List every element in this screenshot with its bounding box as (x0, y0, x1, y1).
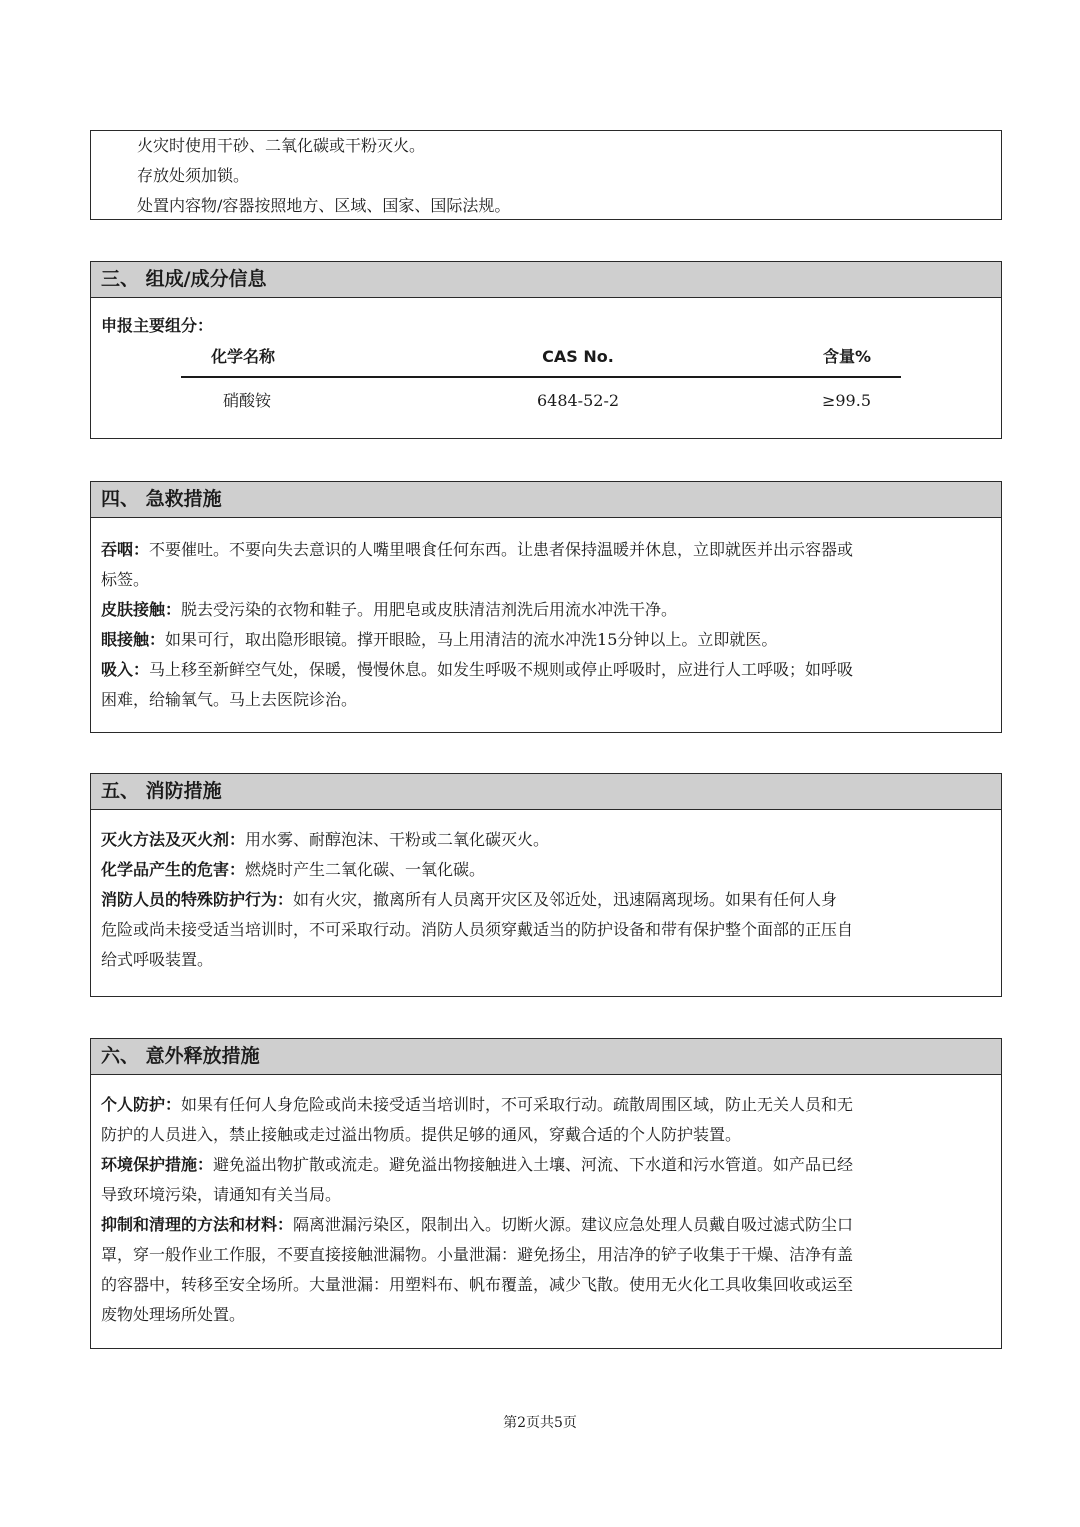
item-label: 吞咽： (101, 540, 150, 559)
item-text-cont: 废物处理场所处置。 (101, 1305, 246, 1324)
firefighting-item (101, 885, 991, 915)
section-title: 五、 消防措施 (91, 774, 1001, 810)
item-text-cont: 罩，穿一般作业工作服，不要直接接触泄漏物。小量泄漏：避免扬尘，用洁净的铲子收集于干燥、洁净有盖 (101, 1245, 854, 1264)
text-line: 火灾时使用干砂、二氧化碳或干粉灭火。 (137, 136, 426, 155)
item-text: 脱去受污染的衣物和鞋子。用肥皂或皮肤清洁剂洗后用流水冲洗干净。 (181, 600, 678, 619)
item-text: 马上移至新鲜空气处，保暖，慢慢休息。如发生呼吸不规则或停止呼吸时，应进行人工呼吸；如呼吸 (149, 660, 854, 679)
cell-chemical-name: 硝酸铵 (223, 391, 272, 410)
release-item (101, 1090, 991, 1120)
item-label: 环境保护措施： (101, 1155, 214, 1174)
item-label: 眼接触： (101, 630, 166, 649)
first-aid-item (101, 655, 991, 685)
item-text: 如有火灾，撤离所有人员离开灾区及邻近处，迅速隔离现场。如果有任何人身 (293, 890, 838, 909)
composition-table (181, 338, 901, 424)
item-text-cont: 导致环境污染，请通知有关当局。 (101, 1185, 342, 1204)
item-text: 如果有任何人身危险或尚未接受适当培训时，不可采取行动。疏散周围区域，防止无关人员和无 (181, 1095, 854, 1114)
first-aid-item (101, 625, 991, 655)
item-text-cont: 的容器中，转移至安全场所。大量泄漏：用塑料布、帆布覆盖，减少飞散。使用无火化工具收集回收或运至 (101, 1275, 854, 1294)
section-accidental-release (90, 1038, 1002, 1349)
section-composition (90, 261, 1002, 439)
item-text: 不要催吐。不要向失去意识的人嘴里喂食任何东西。让患者保持温暖并休息，立即就医并出示容器或 (149, 540, 854, 559)
item-label: 皮肤接触： (101, 600, 182, 619)
text-line: 存放处须加锁。 (137, 166, 250, 185)
section-title: 三、 组成/成分信息 (91, 262, 1001, 298)
release-item (101, 1150, 991, 1180)
item-text: 避免溢出物扩散或流走。避免溢出物接触进入土壤、河流、下水道和污水管道。如产品已经 (213, 1155, 854, 1174)
item-label: 化学品产生的危害： (101, 860, 246, 879)
section-title: 四、 急救措施 (91, 482, 1001, 518)
item-text-cont: 困难，给输氧气。马上去医院诊治。 (101, 690, 358, 709)
item-text: 燃烧时产生二氧化碳、一氧化碳。 (245, 860, 486, 879)
item-label: 抑制和清理的方法和材料： (101, 1215, 294, 1234)
section-continuation (90, 130, 1002, 220)
page-number: 第2页共5页 (503, 1415, 577, 1431)
item-text-cont: 标签。 (101, 570, 150, 589)
first-aid-item (101, 535, 991, 565)
item-label: 个人防护： (101, 1095, 182, 1114)
section-first-aid (90, 481, 1002, 733)
composition-subhead: 申报主要组分： (101, 316, 214, 335)
col-cas-no: CAS No. (452, 338, 704, 377)
item-label: 消防人员的特殊防护行为： (101, 890, 294, 909)
first-aid-item (101, 595, 991, 625)
text-line: 处置内容物/容器按照地方、区域、国家、国际法规。 (137, 196, 511, 215)
item-label: 吸入： (101, 660, 150, 679)
item-text-cont: 危险或尚未接受适当培训时，不可采取行动。消防人员须穿戴适当的防护设备和带有保护整个面部的正压自 (101, 920, 854, 939)
release-item (101, 1210, 991, 1240)
firefighting-item (101, 855, 991, 885)
item-text-cont: 给式呼吸装置。 (101, 950, 214, 969)
table-header-row (181, 338, 901, 377)
cell-cas-no: 6484-52-2 (536, 391, 620, 410)
item-label: 灭火方法及灭火剂： (101, 830, 246, 849)
firefighting-item (101, 825, 991, 855)
col-chemical-name: 化学名称 (181, 338, 452, 377)
item-text-cont: 防护的人员进入，禁止接触或走过溢出物质。提供足够的通风，穿戴合适的个人防护装置。 (101, 1125, 742, 1144)
item-text: 如果可行，取出隐形眼镜。撑开眼睑，马上用清洁的流水冲洗15分钟以上。立即就医。 (165, 630, 778, 649)
item-text: 隔离泄漏污染区，限制出入。切断火源。建议应急处理人员戴自吸过滤式防尘口 (293, 1215, 854, 1234)
table-row (181, 377, 901, 424)
section-title: 六、 意外释放措施 (91, 1039, 1001, 1075)
col-content: 含量% (704, 338, 901, 377)
cell-content: ≥99.5 (821, 391, 871, 410)
section-firefighting (90, 773, 1002, 997)
item-text: 用水雾、耐醇泡沫、干粉或二氧化碳灭火。 (245, 830, 550, 849)
